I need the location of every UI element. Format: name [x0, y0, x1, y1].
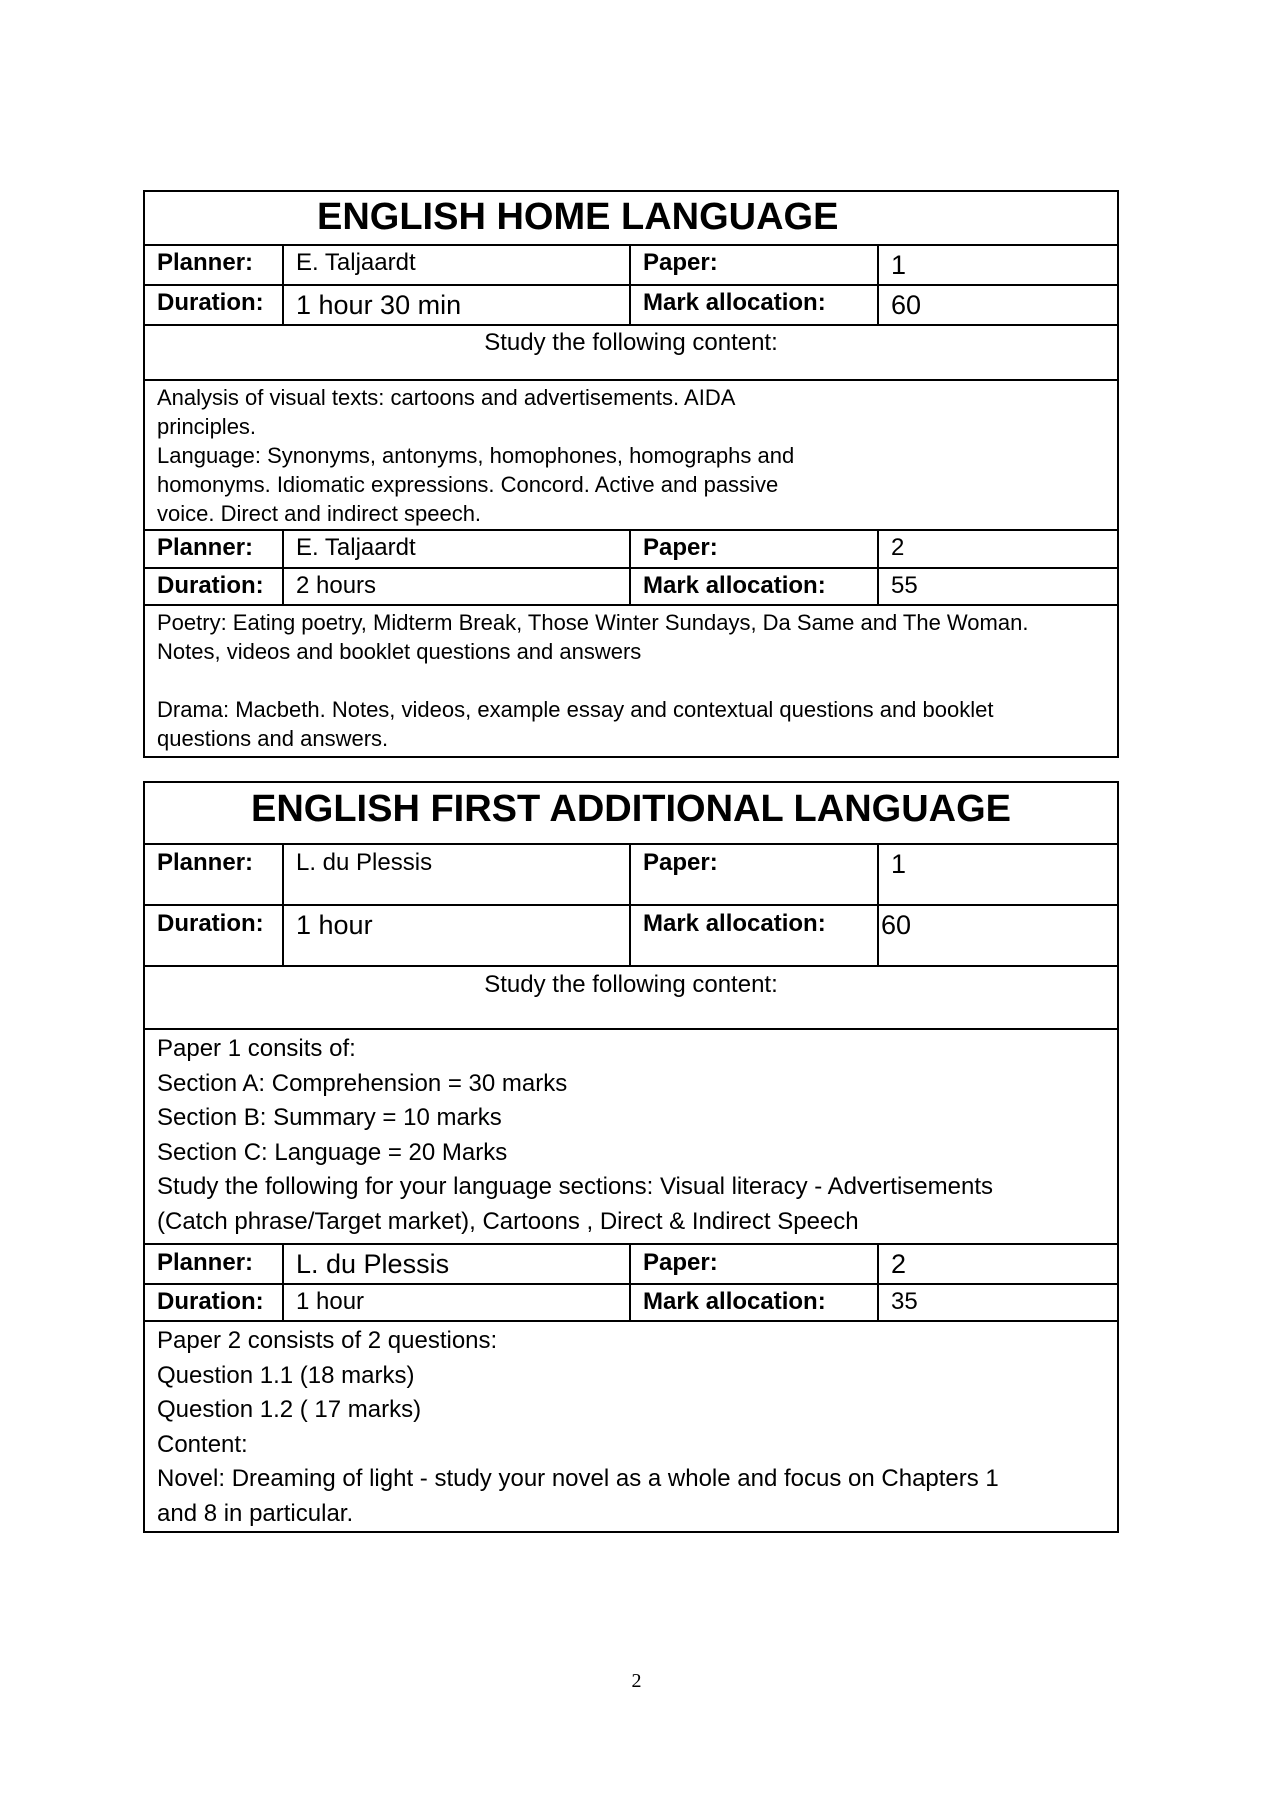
- paper-value: 1: [878, 245, 1118, 285]
- planner-label: Planner:: [144, 530, 283, 568]
- duration-label: Duration:: [144, 568, 283, 605]
- mark-allocation-label: Mark allocation:: [630, 1284, 878, 1321]
- mark-allocation-value: 60: [878, 285, 1118, 325]
- paper-label: Paper:: [630, 1244, 878, 1284]
- paper1-content: Analysis of visual texts: cartoons and advertisements. AIDA principles. Language: Synonyms, antonyms, homophones, homographs and homonyms. Idiomatic expressions. Concord. Active and passive voice. Direct and indirect speech.: [144, 380, 1118, 530]
- home-language-title: ENGLISH HOME LANGUAGE: [144, 191, 1118, 245]
- first-additional-language-title: ENGLISH FIRST ADDITIONAL LANGUAGE: [144, 782, 1118, 844]
- paper-label: Paper:: [630, 530, 878, 568]
- paper-value: 2: [878, 530, 1118, 568]
- planner-label: Planner:: [144, 844, 283, 905]
- duration-label: Duration:: [144, 285, 283, 325]
- planner-label: Planner:: [144, 1244, 283, 1284]
- paper-value: 1: [878, 844, 1118, 905]
- home-language-table: [143, 190, 1119, 758]
- planner-value: L. du Plessis: [283, 844, 630, 905]
- mark-allocation-value: 35: [878, 1284, 1118, 1321]
- mark-allocation-value: 60: [878, 905, 1118, 966]
- first-additional-language-table: [143, 781, 1119, 1533]
- study-heading: Study the following content:: [144, 966, 1118, 1029]
- duration-value: 1 hour: [283, 1284, 630, 1321]
- duration-label: Duration:: [144, 905, 283, 966]
- planner-value: E. Taljaardt: [283, 245, 630, 285]
- duration-label: Duration:: [144, 1284, 283, 1321]
- planner-value: L. du Plessis: [283, 1244, 630, 1284]
- page-number: 2: [631, 1670, 642, 1692]
- study-heading: Study the following content:: [144, 325, 1118, 380]
- paper2-content: Poetry: Eating poetry, Midterm Break, Those Winter Sundays, Da Same and The Woman. Notes, videos and booklet questions and answers Drama: Macbeth. Notes, videos, example essay and contextual questions and booklet questions and answers.: [144, 605, 1118, 757]
- paper-label: Paper:: [630, 245, 878, 285]
- paper-value: 2: [878, 1244, 1118, 1284]
- mark-allocation-value: 55: [878, 568, 1118, 605]
- duration-value: 1 hour: [283, 905, 630, 966]
- mark-allocation-label: Mark allocation:: [630, 905, 878, 966]
- paper2-content: Paper 2 consists of 2 questions: Question 1.1 (18 marks) Question 1.2 ( 17 marks) Content: Novel: Dreaming of light - study your novel as a whole and focus on Chapters 1 and 8 in particular.: [144, 1321, 1118, 1532]
- paper1-content: Paper 1 consits of: Section A: Comprehension = 30 marks Section B: Summary = 10 marks Section C: Language = 20 Marks Study the following for your language sections: Visual literacy - Advertisements (Catch phrase/Target market), Cartoons , Direct & Indirect Speech: [144, 1029, 1118, 1244]
- duration-value: 2 hours: [283, 568, 630, 605]
- paper-label: Paper:: [630, 844, 878, 905]
- mark-allocation-label: Mark allocation:: [630, 568, 878, 605]
- planner-label: Planner:: [144, 245, 283, 285]
- duration-value: 1 hour 30 min: [283, 285, 630, 325]
- planner-value: E. Taljaardt: [283, 530, 630, 568]
- mark-allocation-label: Mark allocation:: [630, 285, 878, 325]
